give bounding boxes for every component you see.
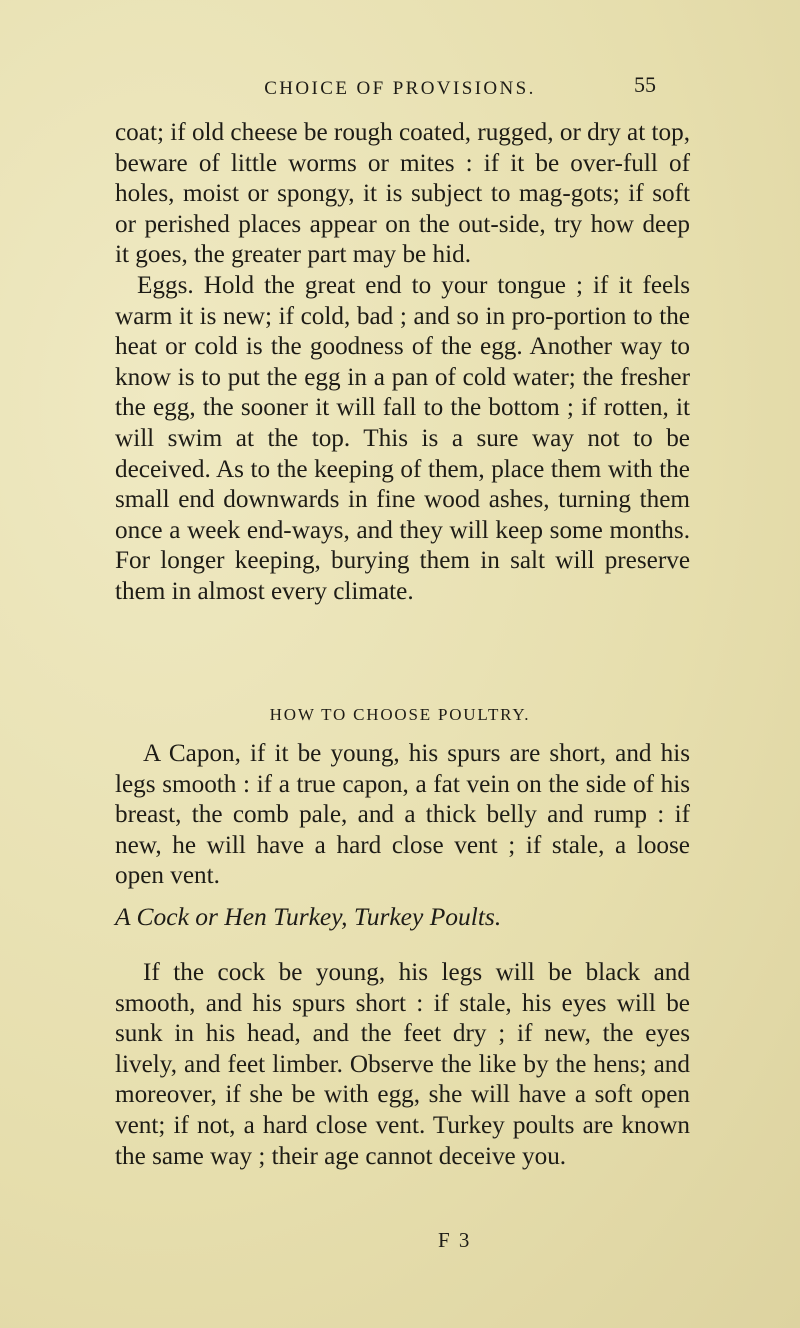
running-head: CHOICE OF PROVISIONS. bbox=[264, 78, 536, 99]
section-heading: HOW TO CHOOSE POULTRY. bbox=[269, 705, 531, 724]
paragraph-turkey bbox=[115, 958, 690, 1172]
paragraph-text: Eggs. Hold the great end to your tongue ; if it feels warm it is new; if cold, bad ; and so in pro-portion to the heat or cold is the goodness of the egg. Another way to know is to put the egg in a pan of cold water; the fresher the egg, the sooner it will fall to the bottom ; if rotten, it will swim at the top. This is a sure way not to be deceived. As to the keeping of them, place them with the small end downwards in fine wood ashes, turning them once a week end-ways, and they will keep some months. For longer keeping, burying them in salt will preserve them in almost every climate. bbox=[115, 272, 690, 605]
paragraph-text: If the cock be young, his legs will be black and smooth, and his spurs short : if stale, his eyes will be sunk in his head, and the feet dry ; if new, the eyes lively, and feet limber. Observe the like by the hens; and moreover, if she be with egg, she will have a soft open vent; if not, a hard close vent. Turkey poults are known the same way ; their age cannot deceive you. bbox=[115, 959, 690, 1170]
paragraph-text: coat; if old cheese be rough coated, rugged, or dry at top, beware of little worms or mites : if it be over-full of holes, moist or spongy, it is subject to mag-gots; if soft or perished places appear on the out-side, try how deep it goes, the greater part may be hid. bbox=[115, 119, 690, 269]
signature-mark: F 3 bbox=[438, 1228, 472, 1252]
paragraph-cheese bbox=[115, 118, 690, 271]
page-number: 55 bbox=[634, 72, 656, 97]
paragraph-capon bbox=[115, 739, 690, 892]
paragraph-eggs bbox=[115, 271, 690, 608]
paragraph-text: A Capon, if it be young, his spurs are short, and his legs smooth : if a true capon, a fat vein on the side of his breast, the comb pale, and a thick belly and rump : if new, he will have a hard close vent ; if stale, a loose open vent. bbox=[115, 740, 690, 890]
subheading-turkey: A Cock or Hen Turkey, Turkey Poults. bbox=[115, 902, 502, 931]
